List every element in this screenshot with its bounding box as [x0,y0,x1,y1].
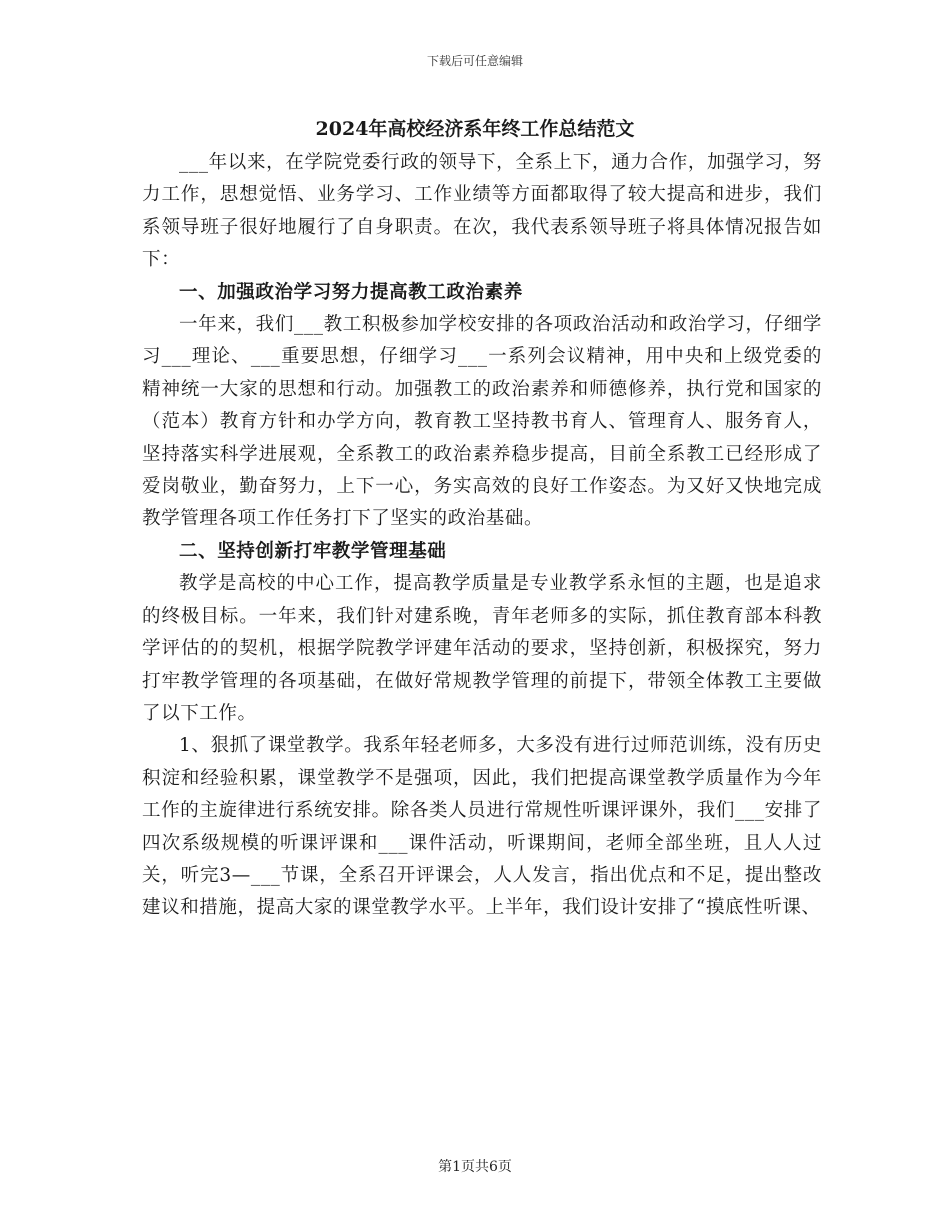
paragraph-political-study: 一年来，我们___教工积极参加学校安排的各项政治活动和政治学习，仔细学习___理论、___重要思想，仔细学习___一系列会议精神，用中央和上级党委的精神统一大家的思想和行动。加强教工的政治素养和师德修养，执行党和国家的（范本）教育方针和办学方向，教育教工坚持教书育人、管理育人、服务育人，坚持落实科学进展观，全系教工的政治素养稳步提高，目前全系教工已经形成了爱岗敬业，勤奋努力，上下一心，务实高效的良好工作姿态。为又好又快地完成教学管理各项工作任务打下了坚实的政治基础。 [142,314,822,530]
document-body [142,147,822,925]
section-heading-2: 二、坚持创新打牢教学管理基础 [179,540,447,562]
paragraph-intro: ___年以来，在学院党委行政的领导下，全系上下，通力合作，加强学习，努力工作，思想觉悟、业务学习、工作业绩等方面都取得了较大提高和进步，我们系领导班子很好地履行了自身职责。在次，我代表系领导班子将具体情况报告如下： [142,152,822,271]
paragraph-teaching-management: 教学是高校的中心工作，提高教学质量是专业教学系永恒的主题，也是追求的终极目标。一年来，我们针对建系晚，青年老师多的实际，抓住教育部本科教学评估的的契机，根据学院教学评建年活动的要求，坚持创新，积极探究，努力打牢教学管理的各项基础，在做好常规教学管理的前提下，带领全体教工主要做了以下工作。 [142,573,822,724]
page-header-note: 下载后可任意编辑 [426,54,523,68]
document-title: 2024年高校经济系年终工作总结范文 [315,118,635,140]
page-number-footer: 第1页共6页 [438,1159,512,1175]
paragraph-classroom-teaching: 1、狠抓了课堂教学。我系年轻老师多，大多没有进行过师范训练，没有历史积淀和经验积累，课堂教学不是强项，因此，我们把提高课堂教学质量作为今年工作的主旋律进行系统安排。除各类人员进行常规性听课评课外，我们___安排了四次系级规模的听课评课和___课件活动，听课期间，老师全部坐班，且人人过关，听完3—___节课，全系召开评课会，人人发言，指出优点和不足，提出整改建议和措施，提高大家的课堂教学水平。上半年，我们设计安排了“摸底性听课、 [142,735,822,919]
section-heading-1: 一、加强政治学习努力提高教工政治素养 [179,281,523,303]
